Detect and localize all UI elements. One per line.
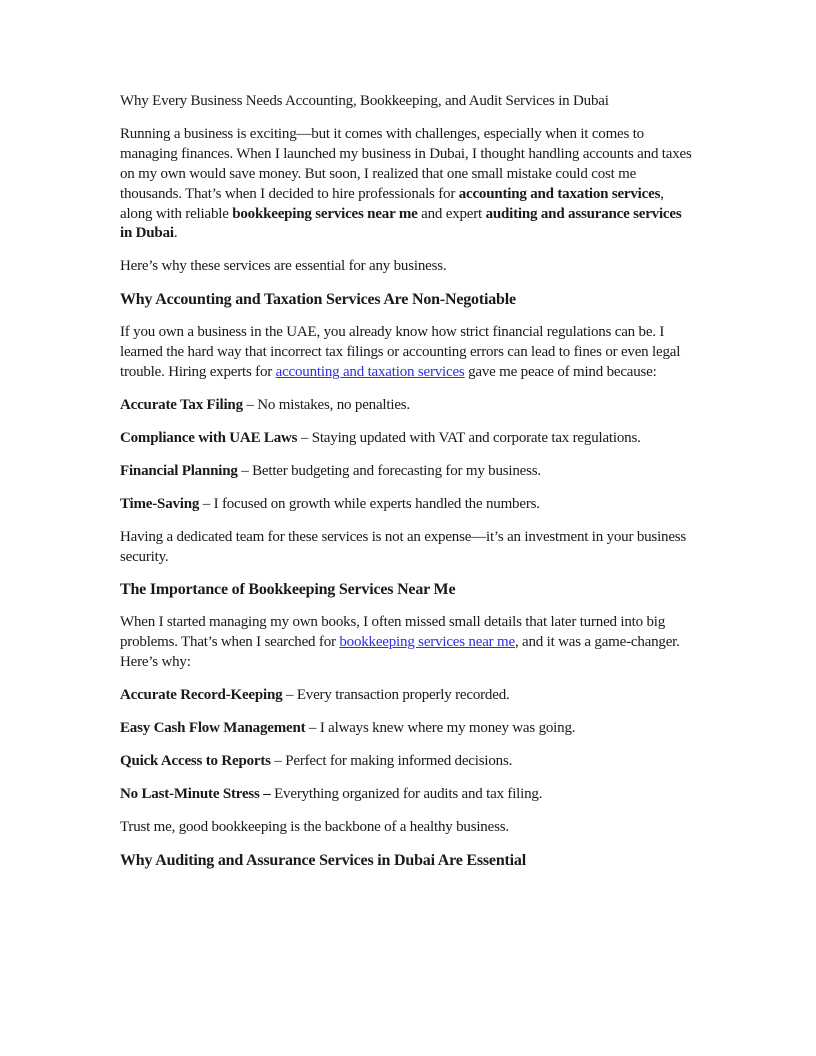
investment-paragraph — [120, 528, 696, 568]
heading-auditing-assurance — [120, 851, 696, 871]
text-run: , along with reliable — [120, 185, 664, 222]
benefit-cash-flow-management — [120, 719, 696, 739]
bold-text: Compliance with UAE Laws — [120, 429, 298, 446]
heading-bookkeeping — [120, 580, 696, 600]
lead-in-paragraph — [120, 257, 696, 277]
bold-text: Quick Access to Reports — [120, 752, 271, 769]
text-run: If you own a business in the UAE, you already know how strict financial regulations can be. I learned the hard way that incorrect tax filings or accounting errors can lead to fines or even legal trouble. Hiring experts for — [120, 324, 681, 381]
bold-text: Accurate Tax Filing — [120, 396, 243, 413]
text-run: . — [173, 225, 178, 242]
benefit-no-last-minute-stress — [120, 785, 696, 805]
benefit-accurate-record-keeping — [120, 686, 696, 706]
intro-paragraph — [120, 125, 696, 244]
text-run: – Perfect for making informed decisions. — [270, 752, 513, 769]
bold-text: Accurate Record-Keeping — [120, 687, 283, 704]
benefit-time-saving — [120, 495, 696, 515]
benefit-accurate-tax-filing — [120, 396, 696, 416]
benefit-financial-planning — [120, 462, 696, 482]
bold-text: No Last-Minute Stress – — [120, 785, 271, 802]
accounting-paragraph — [120, 323, 696, 383]
text-run: When I started managing my own books, I often missed small details that later turned into big problems. That’s when I searched for — [120, 614, 666, 651]
document-content — [120, 92, 696, 884]
trust-paragraph — [120, 818, 696, 838]
bold-text: auditing and assurance services in Dubai — [120, 205, 682, 242]
bold-text: Financial Planning — [120, 462, 238, 479]
text-run: – I always knew where my money was going. — [305, 720, 576, 737]
text-run: , and it was a game-changer. Here’s why: — [120, 634, 680, 671]
text-run: Why Auditing and Assurance Services in Dubai Are Essential — [120, 851, 526, 869]
benefit-quick-access-reports — [120, 752, 696, 772]
text-run: Everything organized for audits and tax filing. — [270, 785, 543, 802]
text-run: – No mistakes, no penalties. — [242, 396, 410, 413]
text-run: – Better budgeting and forecasting for my business. — [237, 462, 541, 479]
bold-text: bookkeeping services near me — [232, 205, 418, 222]
bold-text: Easy Cash Flow Management — [120, 720, 306, 737]
text-run: Having a dedicated team for these services is not an expense—it’s an investment in your business security. — [120, 528, 687, 565]
text-run: Why Every Business Needs Accounting, Bookkeeping, and Audit Services in Dubai — [120, 93, 609, 109]
text-run: and expert — [417, 205, 486, 222]
document-title — [120, 92, 696, 112]
bookkeeping-paragraph — [120, 613, 696, 673]
text-run: Here’s why these services are essential for any business. — [120, 258, 447, 275]
text-run: – I focused on growth while experts handled the numbers. — [199, 495, 540, 512]
text-run: – Every transaction properly recorded. — [282, 687, 510, 704]
text-run: Why Accounting and Taxation Services Are Non-Negotiable — [120, 291, 516, 309]
text-run: Trust me, good bookkeeping is the backbone of a healthy business. — [120, 818, 509, 835]
accounting-taxation-services-link[interactable]: accounting and taxation services — [275, 364, 465, 381]
bold-text: accounting and taxation services — [458, 185, 661, 202]
benefit-compliance-uae-laws — [120, 429, 696, 449]
text-run: The Importance of Bookkeeping Services Near Me — [120, 581, 456, 599]
bookkeeping-services-link[interactable]: bookkeeping services near me — [339, 634, 515, 651]
text-run: gave me peace of mind because: — [464, 364, 657, 381]
bold-text: Time-Saving — [120, 495, 200, 512]
text-run: Running a business is exciting—but it comes with challenges, especially when it comes to managing finances. When I launched my business in Dubai, I thought handling accounts and taxes on my own would save money. But soon, I realized that one small mistake could cost me thousands. That’s when I decided to hire professionals for — [120, 125, 692, 202]
text-run: – Staying updated with VAT and corporate tax regulations. — [297, 429, 641, 446]
heading-accounting-taxation — [120, 290, 696, 310]
